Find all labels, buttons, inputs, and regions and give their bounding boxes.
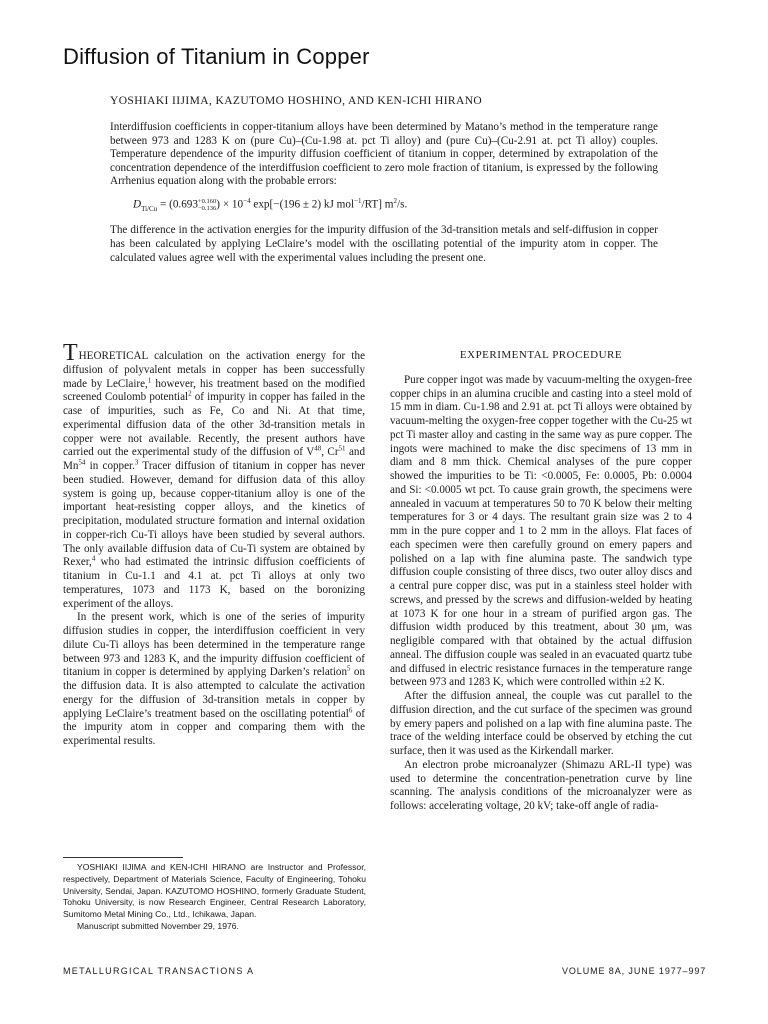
drop-cap: T [63,340,78,366]
author-footnote [63,862,366,933]
experimental-paragraph-2: After the diffusion anneal, the couple was cut parallel to the diffusion direction, and the cut surface of the specimen was ground by emery papers and polished on a lap with fine alumina paste. The trace of the welding interface could be observed by etching the cut surface, then it was used as the Kirkendall marker. [390,690,692,757]
intro-paragraph-1: THEORETICAL calculation on the activation energy for the diffusion of polyvalent metals in copper has been successfully made by LeClaire,$^1$ however, his treatment based on the modified screened Coulomb potential$^2$ of impurity in copper has failed in the case of impurities, such as Fe, Co and Ni. At that time, experimental diffusion data of the other 3d-transition metals in copper were not available. Recently, the present authors have carried out the experimental study of the diffusion of $V^{48}$, Cr$^{51}$ and Mn$^{54}$ in copper.$^3$ Tracer diffusion of titanium in copper has never been studied. However, demand for diffusion data of this alloy system is going up, because copper-titanium alloy is one of the important heat-resisting copper alloys, and the kinetics of precipitation, modulated structure formation and internal oxidation in copper-rich Cu-Ti alloys have been studied by several authors. The only available diffusion data of Cu-Ti system are obtained by Rexer,$^4$ who had estimated the intrinsic diffusion coefficients of titanium in Cu-1.1 and 4.1 at. pct Ti alloys at only two temperatures, 1073 and 1173 K, based on the boronizing experiment of the alloys. [63,340,365,610]
intro-paragraph-2: In the present work, which is one of the series of impurity diffusion studies in copper, the interdiffusion coefficient in very dilute Cu-Ti alloys has been determined in the temperature range between 973 and 1283 K, and the impurity diffusion coefficient of titanium in copper is determined by applying Darken’s relation$^5$ on the diffusion data. It is also attempted to calculate the activation energy for the diffusion of 3d-transition metals in copper by applying LeClaire’s treatment based on the oscillating potential$^6$ of the impurity atom in copper and comparing them with the experimental results. [63,611,365,747]
arrhenius-equation: $D_{Ti/Cu} = (0.693+0.160$ $-0.136) \times 10^{-4}$ exp[−(196 ± 2) kJ mol$^{-1}$/RT] $m^2/s$. [133,196,408,213]
author-list: YOSHIAKI IIJIMA, KAZUTOMO HOSHINO, AND KEN-ICHI HIRANO [110,95,483,107]
abstract-paragraph-1: Interdiffusion coefficients in copper-titanium alloys have been determined by Matano’s method in the temperature range between 973 and 1283 K on (pure Cu)–(Cu-1.98 at. pct Ti alloy) and (pure Cu)–(Cu-2.91 at. pct Ti alloy) couples. Temperature dependence of the impurity diffusion coefficient of titanium in copper, determined by extrapolation of the concentration dependence of the interdiffusion coefficient to zero mole fraction of titanium, is expressed by the following Arrhenius equation along with the probable errors: [110,121,658,188]
footnote-divider [63,857,183,858]
experimental-paragraph-1: Pure copper ingot was made by vacuum-melting the oxygen-free copper chips in an alumina crucible and casting into a steel mold of 15 mm in diam. Cu-1.98 and 2.91 at. pct Ti alloys were obtained by vacuum-melting the oxygen-free copper together with the Cu-25 wt pct Ti master alloy and casting in the same way as pure copper. The ingots were machined to make the disc specimens of 13 mm in diam and 8 mm thick. Chemical analyses of the pure copper showed the impurities to be Ti: <0.0005, Fe: 0.0005, Pb: 0.0004 and Si: <0.0005 wt pct. To cause grain growth, the specimens were annealed in vacuum at temperatures 50 to 70 K below their melting temperatures for 3 or 4 days. The resultant grain size was 2 to 4 mm in the pure copper and 1 to 2 mm in the alloys. Flat faces of each specimen were then carefully ground on emery papers and polished on a lap with fine alumina paste. The sandwich type diffusion couple consisting of three discs, two outer alloy discs and a central pure copper disc, was put in a stainless steel holder with screws, and pressed by the screws and diffusion-welded by heating at 1073 K for one hour in a stream of purified argon gas. The diffusion width produced by this treatment, about 30 μm, was negligible compared with that obtained by the actual diffusion anneal. The diffusion couple was sealed in an evacuated quartz tube and diffused in electric resistance furnaces in the temperature range between 973 and 1283 K, which were controlled within ±2 K. [390,373,692,689]
abstract [110,121,658,265]
footnote-submitted: Manuscript submitted November 29, 1976. [77,920,239,931]
section-heading: EXPERIMENTAL PROCEDURE [459,349,623,361]
experimental-paragraph-3: An electron probe microanalyzer (Shimazu ARL-II type) was used to determine the concentration-penetration curve by line scanning. The analysis conditions of the microanalyzer were as follows: accelerating voltage, 20 kV; take-off angle of radia- [390,758,692,812]
abstract-paragraph-2: The difference in the activation energies for the impurity diffusion of the 3d-transition metals and self-diffusion in copper has been calculated by applying LeClaire’s model with the oscillating potential of the impurity atom in copper. The calculated values agree well with the experimental values including the present one. [110,224,658,264]
journal-name: METALLURGICAL TRANSACTIONS A [63,966,255,976]
footnote-affiliations: YOSHIAKI IIJIMA and KEN-ICHI HIRANO are Instructor and Professor, respectively, Department of Materials Science, Faculty of Engineering, Tohoku University, Sendai, Japan. KAZUTOMO HOSHINO, formerly Graduate Student, Tohoku University, is now Research Engineer, Central Research Laboratory, Sumitomo Metal Mining Co., Ltd., Ichikawa, Japan. [63,862,366,920]
paper-title: Diffusion of Titanium in Copper [63,44,370,69]
introduction-column [63,340,365,749]
experimental-column [390,345,692,814]
volume-page-info: VOLUME 8A, JUNE 1977–997 [562,966,707,976]
